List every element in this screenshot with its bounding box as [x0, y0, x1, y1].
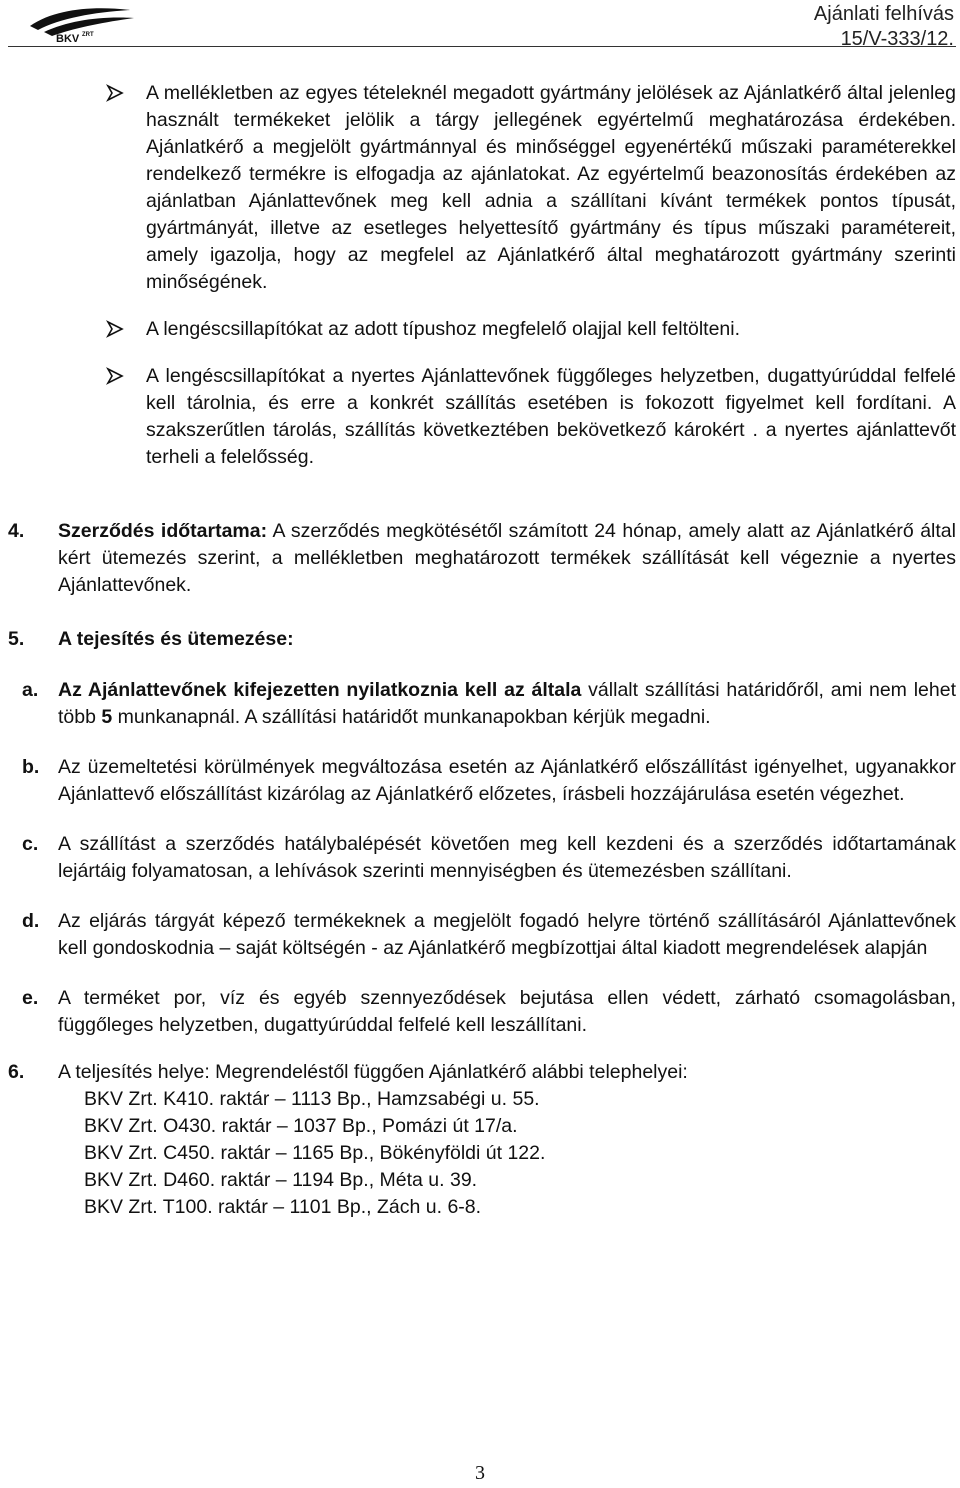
item-text: munkanapnál. A szállítási határidőt munkanapokban kérjük megadni. [112, 706, 711, 728]
header-divider [8, 46, 956, 47]
location-line: BKV Zrt. T100. raktár – 1101 Bp., Zách u. 6-8. [84, 1196, 482, 1218]
location-line: BKV Zrt. O430. raktár – 1037 Bp., Pomázi út 17/a. [84, 1115, 518, 1137]
section-5 [8, 626, 956, 653]
item-text: vállalt szállítási határidőről, ami nem lehet több [58, 679, 956, 728]
item-d [22, 908, 956, 962]
document-body [0, 80, 960, 1221]
section-heading: A tejesítés és ütemezése: [58, 628, 294, 650]
document-title: Ajánlati felhívás [813, 3, 954, 25]
bkv-logo [26, 4, 138, 44]
header-meta [814, 2, 954, 52]
section-number: 6. [8, 1061, 25, 1083]
item-e [22, 985, 956, 1039]
item-label: d. [22, 910, 40, 932]
item-text: A terméket por, víz és egyéb szennyeződések bejutása ellen védett, zárható csomagolásban, függőleges helyzetben, dugattyúrúddal felfelé kell leszállítani. [58, 987, 956, 1036]
item-label: e. [22, 987, 39, 1009]
document-reference: 15/V-333/12. [840, 28, 954, 50]
item-text: Az eljárás tárgyát képező termékeknek a megjelölt fogadó helyre történő szállításáról Ajánlattevőnek kell gondoskodnia – saját költségén - az Ajánlatkérő megbízottjai által kiadott megrendelések alapján [58, 910, 956, 959]
item-c [22, 831, 956, 885]
item-label: a. [22, 679, 39, 701]
item-bold-text: Az Ajánlattevőnek kifejezetten nyilatkoznia kell az általa [58, 679, 582, 701]
section-text: A teljesítés helye: Megrendeléstől függően Ajánlatkérő alábbi telephelyei: [58, 1061, 688, 1083]
location-line: BKV Zrt. C450. raktár – 1165 Bp., Bökényföldi út 122. [84, 1142, 546, 1164]
item-text: Az üzemeltetési körülmények megváltozása esetén az Ajánlatkérő előszállítást igényelhet, ugyanakkor Ajánlattevő előszállítást kizárólag az Ajánlatkérő előzetes, írásbeli hozzájárulása esetén végezhet. [58, 756, 956, 805]
arrow-bullet-icon [106, 84, 124, 102]
bullet-item [146, 363, 956, 471]
section-number: 4. [8, 520, 25, 542]
bullet-item [146, 316, 956, 343]
arrow-bullet-icon [106, 367, 124, 385]
arrow-bullet-icon [106, 320, 124, 338]
svg-text:ZRT: ZRT [82, 32, 94, 38]
item-text: A szállítást a szerződés hatálybalépését követően meg kell kezdeni és a szerződés időtartamának lejártáig folyamatosan, a lehívások szerinti mennyiségben és ütemezésben szállítani. [58, 833, 956, 882]
item-label: c. [22, 833, 39, 855]
item-a [22, 677, 956, 731]
bullet-text: A mellékletben az egyes tételeknél megadott gyártmány jelölések az Ajánlatkérő által jelenleg használt termékeket jelölik a tárgy jellegének egyértelmű meghatározása érdekében. Ajánlatkérő a megjelölt gyártmánnyal és minőséggel egyenértékű műszaki paraméterekkel rendelkező termékre is elfogadja az ajánlatokat. Az egyértelmű beazonosítás érdekében az ajánlatban Ajánlattevőnek meg kell adnia a szállítani kívánt termékek pontos típusát, gyártmányát, illetve az esetleges helyettesítő gyártmány és típus műszaki paramétereit, amely igazolja, hogy az megfelel az Ajánlatkérő által meghatározott gyártmány szerinti minőségének. [146, 82, 956, 293]
section-6 [8, 1059, 956, 1086]
section-heading: Szerződés időtartama: [58, 520, 268, 542]
bullet-text: A lengéscsillapítókat a nyertes Ajánlattevőnek függőleges helyzetben, dugattyúrúddal felfelé kell tárolnia, és erre a konkrét szállítás esetében is fokozott figyelmet kell fordítani. A szakszerűtlen tárolás, szállítás következtében bekövetkező károkért . a nyertes ajánlattevőt terheli a felelősség. [146, 365, 956, 468]
bullet-text: A lengéscsillapítókat az adott típushoz megfelelő olajjal kell feltölteni. [146, 318, 741, 340]
item-number: 5 [101, 706, 113, 728]
location-line: BKV Zrt. D460. raktár – 1194 Bp., Méta u. 39. [84, 1169, 478, 1191]
bullet-item [146, 80, 956, 296]
svg-text:BKV: BKV [56, 33, 80, 44]
item-b [22, 754, 956, 808]
section-4 [8, 518, 956, 599]
section-number: 5. [8, 628, 25, 650]
location-line: BKV Zrt. K410. raktár – 1113 Bp., Hamzsabégi u. 55. [84, 1088, 540, 1110]
page-number: 3 [475, 1462, 485, 1484]
item-label: b. [22, 756, 40, 778]
page-header [0, 0, 960, 60]
section-text: A szerződés megkötésétől számított 24 hónap, amely alatt az Ajánlatkérő által kért ütemezés szerint, a mellékletben meghatározott termékek szállítását kell végeznie a nyertes Ajánlattevőnek. [58, 520, 956, 596]
